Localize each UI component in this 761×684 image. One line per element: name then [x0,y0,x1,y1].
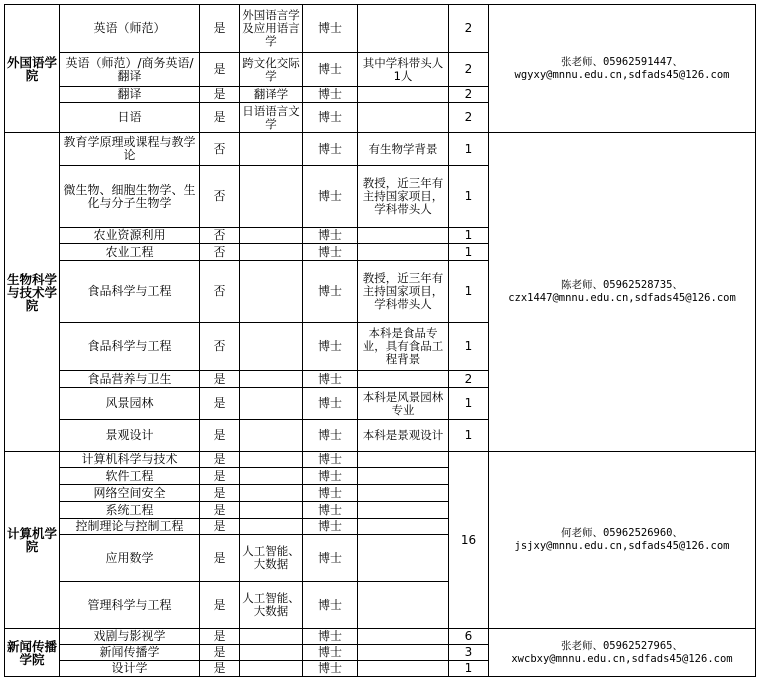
degree-cell: 博士 [303,133,358,166]
major-cell: 系统工程 [60,502,200,519]
major-cell: 戏剧与影视学 [60,629,200,645]
note-cell [358,502,449,519]
note-cell [358,661,449,677]
contact-cell: 陈老师、05962528735、czx1447@mnnu.edu.cn,sdfads45@126.com [489,133,756,452]
direction-cell [240,661,303,677]
normal-cell: 是 [200,5,240,53]
degree-cell: 博士 [303,5,358,53]
note-cell [358,87,449,103]
note-cell [358,468,449,485]
major-cell: 控制理论与控制工程 [60,519,200,535]
major-cell: 管理科学与工程 [60,582,200,629]
degree-cell: 博士 [303,228,358,244]
count-cell: 1 [449,323,489,371]
normal-cell: 是 [200,103,240,133]
degree-cell: 博士 [303,582,358,629]
major-cell: 英语（师范）/商务英语/翻译 [60,53,200,87]
normal-cell: 否 [200,261,240,323]
direction-cell [240,629,303,645]
direction-cell [240,452,303,468]
major-cell: 日语 [60,103,200,133]
direction-cell: 翻译学 [240,87,303,103]
major-cell: 食品科学与工程 [60,323,200,371]
count-cell: 1 [449,261,489,323]
count-cell: 16 [449,452,489,629]
major-cell: 设计学 [60,661,200,677]
major-cell: 食品科学与工程 [60,261,200,323]
degree-cell: 博士 [303,661,358,677]
direction-cell [240,133,303,166]
table-row [5,133,756,166]
contact-cell: 张老师、05962591447、wgyxy@mnnu.edu.cn,sdfads45@126.com [489,5,756,133]
direction-cell [240,166,303,228]
count-cell: 6 [449,629,489,645]
note-cell: 有生物学背景 [358,133,449,166]
degree-cell: 博士 [303,452,358,468]
normal-cell: 否 [200,244,240,261]
college-name-cell: 计算机学院 [5,452,60,629]
normal-cell: 是 [200,388,240,420]
degree-cell: 博士 [303,645,358,661]
degree-cell: 博士 [303,485,358,502]
direction-cell [240,519,303,535]
table-row [5,452,756,468]
note-cell [358,371,449,388]
direction-cell: 日语语言文学 [240,103,303,133]
degree-cell: 博士 [303,371,358,388]
major-cell: 农业工程 [60,244,200,261]
normal-cell: 否 [200,133,240,166]
direction-cell [240,468,303,485]
major-cell: 网络空间安全 [60,485,200,502]
college-name-cell: 生物科学与技术学院 [5,133,60,452]
count-cell: 1 [449,244,489,261]
normal-cell: 是 [200,485,240,502]
direction-cell [240,388,303,420]
normal-cell: 是 [200,519,240,535]
count-cell: 2 [449,53,489,87]
degree-cell: 博士 [303,535,358,582]
note-cell: 本科是风景园林专业 [358,388,449,420]
major-cell: 风景园林 [60,388,200,420]
count-cell: 1 [449,228,489,244]
degree-cell: 博士 [303,244,358,261]
normal-cell: 是 [200,645,240,661]
count-cell: 2 [449,103,489,133]
major-cell: 软件工程 [60,468,200,485]
note-cell [358,5,449,53]
note-cell: 教授，近三年有主持国家项目，学科带头人 [358,261,449,323]
note-cell [358,519,449,535]
degree-cell: 博士 [303,519,358,535]
note-cell: 本科是食品专业，具有食品工程背景 [358,323,449,371]
recruitment-table [4,4,756,677]
direction-cell [240,371,303,388]
degree-cell: 博士 [303,388,358,420]
degree-cell: 博士 [303,502,358,519]
direction-cell [240,261,303,323]
note-cell [358,645,449,661]
normal-cell: 否 [200,166,240,228]
normal-cell: 是 [200,535,240,582]
direction-cell [240,485,303,502]
table-row [5,629,756,645]
direction-cell [240,645,303,661]
note-cell: 本科是景观设计 [358,420,449,452]
note-cell [358,452,449,468]
college-name-cell: 外国语学院 [5,5,60,133]
contact-cell: 张老师、05962527965、xwcbxy@mnnu.edu.cn,sdfads45@126.com [489,629,756,677]
normal-cell: 是 [200,420,240,452]
count-cell: 1 [449,166,489,228]
major-cell: 食品营养与卫生 [60,371,200,388]
normal-cell: 是 [200,502,240,519]
count-cell: 1 [449,661,489,677]
table-row [5,5,756,53]
note-cell [358,103,449,133]
degree-cell: 博士 [303,420,358,452]
college-name-cell: 新闻传播学院 [5,629,60,677]
direction-cell [240,420,303,452]
normal-cell: 是 [200,452,240,468]
direction-cell: 跨文化交际学 [240,53,303,87]
major-cell: 教育学原理或课程与教学论 [60,133,200,166]
note-cell [358,582,449,629]
note-cell: 教授，近三年有主持国家项目，学科带头人 [358,166,449,228]
direction-cell: 人工智能、大数据 [240,582,303,629]
normal-cell: 是 [200,53,240,87]
normal-cell: 是 [200,582,240,629]
degree-cell: 博士 [303,87,358,103]
normal-cell: 是 [200,629,240,645]
direction-cell [240,244,303,261]
degree-cell: 博士 [303,261,358,323]
major-cell: 微生物、细胞生物学、生化与分子生物学 [60,166,200,228]
count-cell: 3 [449,645,489,661]
normal-cell: 是 [200,87,240,103]
degree-cell: 博士 [303,468,358,485]
note-cell [358,228,449,244]
note-cell [358,244,449,261]
major-cell: 英语（师范） [60,5,200,53]
direction-cell [240,228,303,244]
major-cell: 新闻传播学 [60,645,200,661]
note-cell: 其中学科带头人1人 [358,53,449,87]
count-cell: 2 [449,5,489,53]
normal-cell: 是 [200,468,240,485]
normal-cell: 是 [200,661,240,677]
note-cell [358,485,449,502]
degree-cell: 博士 [303,166,358,228]
note-cell [358,535,449,582]
count-cell: 1 [449,133,489,166]
major-cell: 农业资源利用 [60,228,200,244]
direction-cell [240,502,303,519]
normal-cell: 是 [200,371,240,388]
count-cell: 2 [449,87,489,103]
normal-cell: 否 [200,323,240,371]
contact-cell: 何老师、05962526960、jsjxy@mnnu.edu.cn,sdfads45@126.com [489,452,756,629]
count-cell: 2 [449,371,489,388]
degree-cell: 博士 [303,103,358,133]
major-cell: 景观设计 [60,420,200,452]
note-cell [358,629,449,645]
degree-cell: 博士 [303,323,358,371]
direction-cell: 外国语言学及应用语言学 [240,5,303,53]
count-cell: 1 [449,388,489,420]
degree-cell: 博士 [303,53,358,87]
count-cell: 1 [449,420,489,452]
major-cell: 计算机科学与技术 [60,452,200,468]
major-cell: 应用数学 [60,535,200,582]
direction-cell [240,323,303,371]
major-cell: 翻译 [60,87,200,103]
direction-cell: 人工智能、大数据 [240,535,303,582]
degree-cell: 博士 [303,629,358,645]
normal-cell: 否 [200,228,240,244]
